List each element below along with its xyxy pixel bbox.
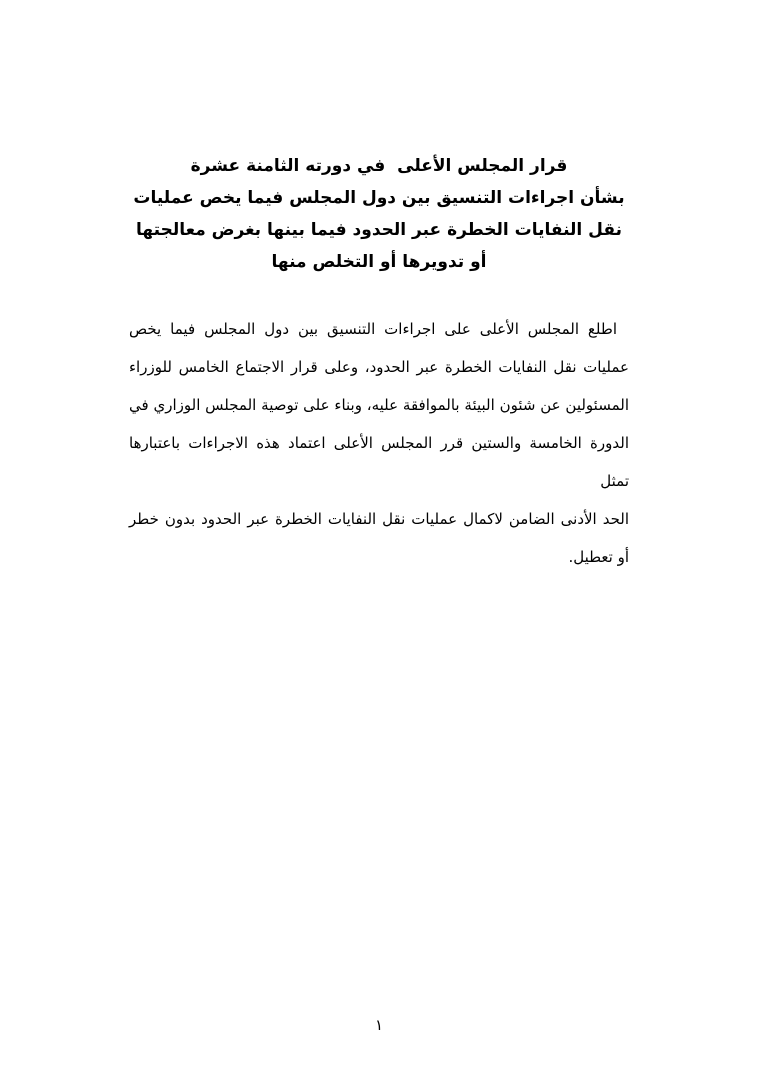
- page-number: ١: [374, 1016, 384, 1034]
- body-line: المسئولين عن شئون البيئة بالموافقة عليه، وبناء على توصية المجلس الوزاري في: [129, 396, 629, 414]
- body-line: اطلع المجلس الأعلى على اجراءات التنسيق بين دول المجلس فيما يخص: [129, 320, 617, 338]
- title-line-3: نقل النفايات الخطرة عبر الحدود فيما بينها بغرض معالجتها: [136, 220, 622, 240]
- body-line: أو تعطيل.: [568, 548, 629, 566]
- body-line: عمليات نقل النفايات الخطرة عبر الحدود، وعلى قرار الاجتماع الخامس للوزراء: [129, 358, 629, 376]
- body-line: الحد الأدنى الضامن لاكمال عمليات نقل النفايات الخطرة عبر الحدود بدون خطر: [129, 510, 629, 528]
- title-line-4: أو تدويرها أو التخلص منها: [271, 252, 487, 272]
- document-body: [129, 310, 629, 576]
- title-line-1: قرار المجلس الأعلى في دورته الثامنة عشرة: [190, 156, 568, 176]
- body-line: الدورة الخامسة والستين قرر المجلس الأعلى اعتماد هذه الاجراءات باعتبارها تمثل: [129, 434, 629, 490]
- title-line-2: بشأن اجراءات التنسيق بين دول المجلس فيما يخص عمليات: [133, 188, 625, 208]
- document-title: [129, 150, 629, 278]
